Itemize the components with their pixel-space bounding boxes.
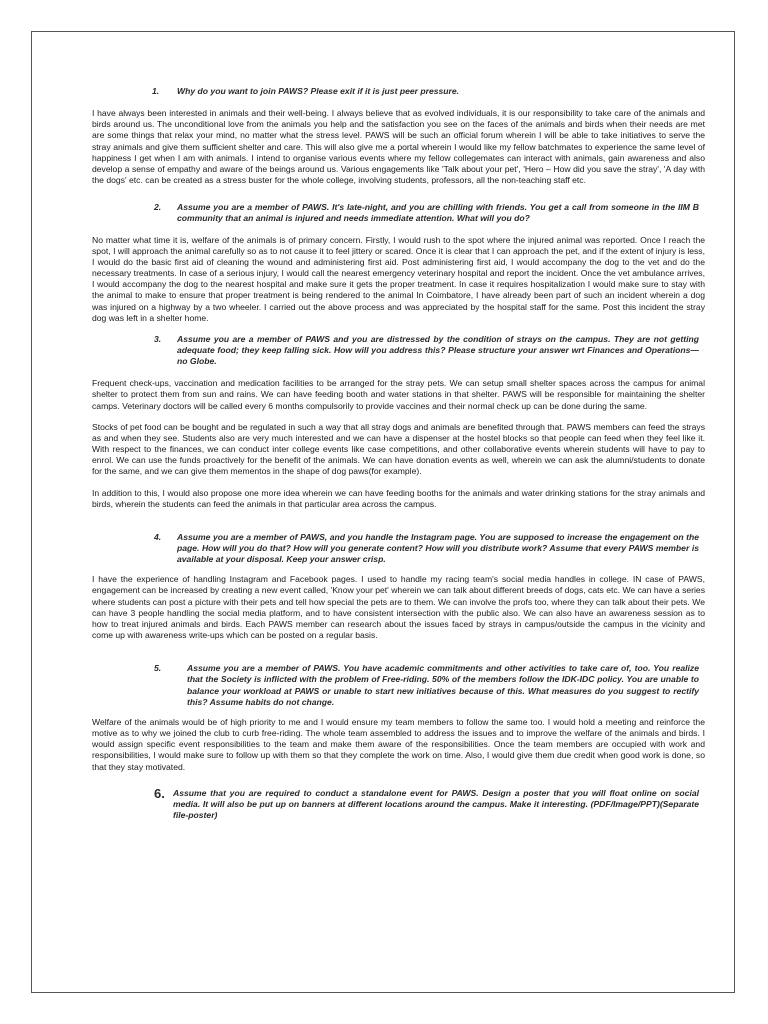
question-text: Assume that you are required to conduct a standalone event for PAWS. Design a poster that you will float online on social media. It will also be put up on banners at different locations around the campus. Make it interesting. (PDF/Image/PPT)(Separate file-poster) — [173, 787, 699, 820]
question-number: 6. — [154, 785, 165, 801]
answer-paragraph: In addition to this, I would also propose one more idea wherein we can have feeding booths for the animals and water drinking stations for the stray animals and birds, wherein the students can feed the animals in that particular area across the campus. — [92, 487, 705, 509]
question-text: Assume you are a member of PAWS, and you handle the Instagram page. You are supposed to increase the engagement on the page. How will you do that? How will you generate content? How will you distribute work? Assume that every PAWS member is available at your disposal. Keep your answer crisp. — [177, 531, 699, 565]
question-2 — [154, 202, 699, 224]
question-number: 3. — [154, 333, 162, 344]
question-6 — [154, 787, 699, 821]
answer-paragraph: Frequent check-ups, vaccination and medication facilities to be arranged for the stray pets. We can setup small shelter spaces across the campus for animal shelter to protect them from sun and rains. We can have feeding booth and water stations in that shelter. PAWS will be responsible for maintaining the shelter camps. Veterinary doctors will be called every 6 months compulsorily to provide vaccines and their normal check up can be done during the same. — [92, 378, 705, 411]
question-number: 5. — [154, 663, 162, 674]
document-content — [92, 86, 705, 821]
question-3 — [154, 334, 699, 367]
question-number: 4. — [154, 531, 162, 542]
question-text: Assume you are a member of PAWS. You have academic commitments and other activities to take care of, too. You realize that the Society is inflicted with the problem of Free-riding. 50% of the members follow the IDK-IDC policy. You are unable to balance your workload at PAWS or unable to start new initiatives because of this. What measures do you suggest to rectify this? Assume habits do not change. — [187, 663, 699, 707]
answer-paragraph: No matter what time it is, welfare of the animals is of primary concern. Firstly, I would rush to the spot where the injured animal was reported. Once I reach the spot, I will approach the animal carefully so as to not cause it to feel jittery or scared. Once it is clear that I can approach the pet, and if the extent of injury is less, I would do the basic first aid of cleaning the wound and administering first aid. Post administering first aid, I would accompany the dog to the vet and do the necessary treatments. In case of a serious injury, I would call the nearest emergency veterinary hospital and report the incident. Once the vet ambulance arrives, I would accompany the dog to the nearest hospital and make sure it gets the proper treatment. In case it requires hospitalization I would make sure to stay with the animal to make to ensure that proper treatment is being rendered to the animal In Coimbatore, I have already been part of such an incident wherein a dog was injured on a highway by a two wheeler. I carried out the above process and was appreciated by the hospital staff for the same. Post this incident the stray dog was left in a shelter home. — [92, 234, 705, 323]
question-number: 1. — [152, 86, 160, 96]
answer-paragraph: Stocks of pet food can be bought and be regulated in such a way that all stray dogs and animals are benefited through that. PAWS members can feed the strays as and when they see. Students also are very much interested and we can have a dispenser at the hostel blocks so that people can feed when they feel like it. With respect to the finances, we can conduct inter college events like case competitions, and other collaborative events wherein students will have to pay to enrol. We can use the funds proactively for the benefit of the animals. We can have donation events as well, wherein we can ask the alumni/students to donate for the same, and we can give them mementos in the shape of dog paws(for example). — [92, 421, 705, 477]
question-text: Assume you are a member of PAWS. It's late-night, and you are chilling with friends. You get a call from someone in the IIM B community that an animal is injured and needs immediate attention. What will you do? — [177, 202, 699, 224]
question-4 — [154, 532, 699, 565]
answer-paragraph: Welfare of the animals would be of high priority to me and I would ensure my team members to follow the same too. I would hold a meeting and reinforce the motive as to why we joined the club to curb free-riding. The whole team assembled to address the issues and to improve the welfare of the animals and birds. I would assign specific event responsibilities to the team and make them aware of the responsibilities. Once the team members are occupied with work and responsibilities, I would make sure to follow up with them so that they complete the work on time. Also, I would give them due credit when good work is done, so that they stay motivated. — [92, 716, 705, 772]
document-page — [31, 31, 735, 993]
question-1 — [152, 86, 705, 97]
question-5 — [154, 663, 699, 708]
question-text: Assume you are a member of PAWS and you are distressed by the condition of strays on the campus. They are not getting adequate food; they keep falling sick. How will you address this? Please structure your answer wrt Finances and Operations—no Globe. — [177, 333, 699, 367]
question-number: 2. — [154, 202, 162, 213]
answer-paragraph: I have always been interested in animals and their well-being. I always believe that as evolved individuals, it is our responsibility to take care of the animals and birds around us. The unconditional love from the animals you help and the satisfaction you see on the faces of the animals and birds when their needs are met are some things that relax your mind, no matter what the stress level. PAWS will be such an official forum wherein I will be able to take initiatives to serve the stray animals and give them sufficient shelter and care. This will also give me a portal wherein I would like my fellow batchmates to experience the same level of happiness I get when I am with animals. I intend to organise various events where my fellow collegemates can interact with animals, gain awareness and also develop a sense of empathy and aware of the beings around us. Various engagements like 'Talk about your pet', 'Hero – How did you save the stray', 'A day with the dogs' etc. can be created as a stress buster for the whole college, involving students, professors, all the non-teaching staff etc. — [92, 108, 705, 186]
answer-paragraph: I have the experience of handling Instagram and Facebook pages. I used to handle my racing team's social media handles in college. IN case of PAWS, engagement can be increased by creating a new event called, 'Know your pet' wherein we can talk about different breeds of dogs, cats etc. We can have a series where students can post a picture with their pets and tell how special the pets are to them. We can involve the profs too, where they can talk about their pets. We can have 3 people handling the social media platform, and to have consistent intersection with the public also. We can also have an awareness session as to how to treat injured animals and birds. Each PAWS member can research about the issues faced by strays in campus/outside the campus in the vicinity and come up with awareness write-ups which can be posted on a regular basis. — [92, 574, 705, 641]
question-text: Why do you want to join PAWS? Please exit if it is just peer pressure. — [177, 86, 460, 96]
